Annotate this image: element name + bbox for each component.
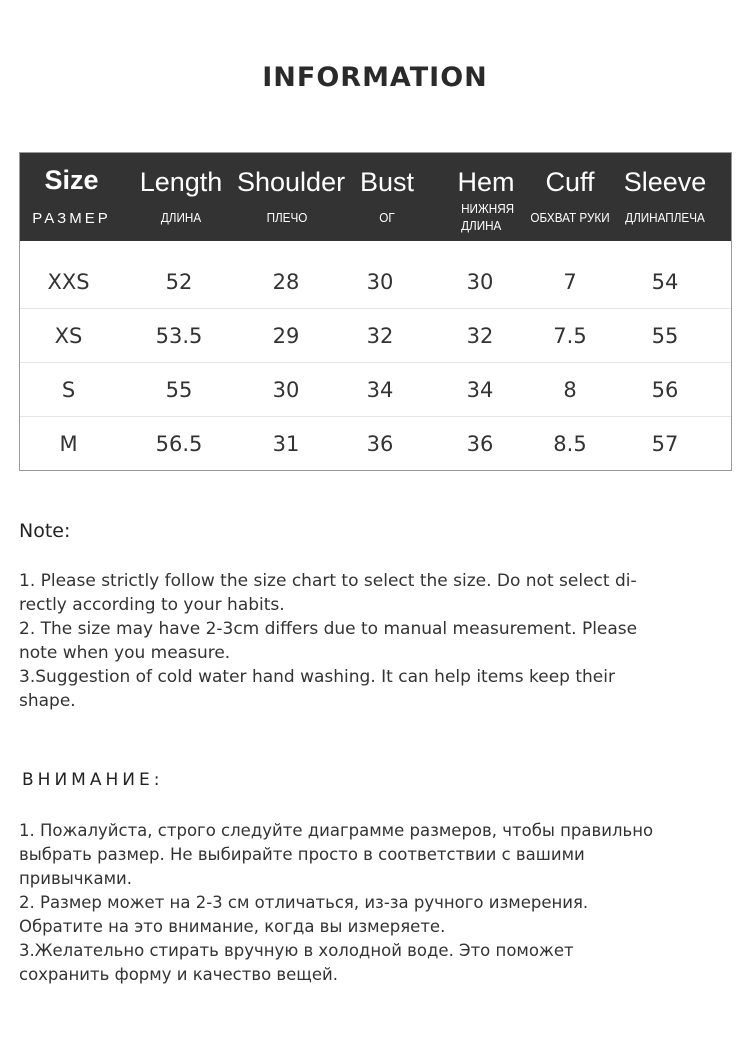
table-header xyxy=(20,153,731,241)
column-header-size xyxy=(20,153,123,241)
table-row xyxy=(20,363,731,417)
note-ru-line: 3.Желательно стирать вручную в холодной воде. Это поможет xyxy=(19,941,574,960)
table-cell: XS xyxy=(54,324,83,348)
note-ru-line: привычками. xyxy=(19,869,132,888)
note-line: 2. The size may have 2-3cm differs due to manual measurement. Please xyxy=(19,619,638,639)
column-header-en: Shoulder xyxy=(237,167,346,197)
note-line: 1. Please strictly follow the size chart to select the size. Do not select di- xyxy=(19,571,637,591)
table-cell: M xyxy=(59,432,78,456)
column-header-ru: РАЗМЕР xyxy=(32,210,111,227)
table-cell: 28 xyxy=(272,270,300,294)
table-cell: 7.5 xyxy=(553,324,587,348)
column-header-ru: ДЛИНАПЛЕЧА xyxy=(625,210,705,225)
page-title: INFORMATION xyxy=(262,62,488,93)
table-cell: 32 xyxy=(366,324,394,348)
column-header-ru: НИЖНЯЯ ДЛИНА xyxy=(461,201,515,233)
table-cell: XXS xyxy=(47,270,90,294)
column-header-en: Bust xyxy=(359,167,415,197)
table-cell: 31 xyxy=(272,432,300,456)
table-row xyxy=(20,417,731,471)
table-cell: 57 xyxy=(651,432,679,456)
column-header-ru: ОГ xyxy=(379,210,395,225)
column-header-shoulder xyxy=(237,153,346,241)
column-header-bust xyxy=(341,153,433,241)
table-cell: 53.5 xyxy=(155,324,203,348)
table-cell: 30 xyxy=(366,270,394,294)
note-line: 3.Suggestion of cold water hand washing. It can help items keep their xyxy=(19,667,615,687)
column-header-en: Length xyxy=(139,167,223,197)
note-line: rectly according to your habits. xyxy=(19,595,285,615)
table-cell: 55 xyxy=(651,324,679,348)
column-header-sleeve xyxy=(618,153,712,241)
table-cell: 34 xyxy=(466,378,494,402)
note-line: note when you measure. xyxy=(19,643,231,663)
table-row xyxy=(20,309,731,363)
note-ru-line: выбрать размер. Не выбирайте просто в соответствии с вашими xyxy=(19,845,585,864)
table-cell: 8 xyxy=(563,378,577,402)
note-ru-line: 2. Размер может на 2-3 см отличаться, из-за ручного измерения. xyxy=(19,893,589,912)
column-header-ru: ПЛЕЧО xyxy=(266,210,308,225)
table-cell: 52 xyxy=(165,270,193,294)
column-header-en: Hem xyxy=(457,167,515,197)
table-cell: 32 xyxy=(466,324,494,348)
table-cell: 36 xyxy=(366,432,394,456)
table-cell: 36 xyxy=(466,432,494,456)
table-cell: 34 xyxy=(366,378,394,402)
table-cell: 7 xyxy=(563,270,577,294)
table-row xyxy=(20,255,731,309)
table-cell: 55 xyxy=(165,378,193,402)
note-ru-line: Обратите на это внимание, когда вы измеряете. xyxy=(19,917,446,936)
column-header-hem xyxy=(440,153,532,241)
column-header-en: Size xyxy=(44,165,99,195)
column-header-en: Sleeve xyxy=(623,167,707,197)
table-cell: 56.5 xyxy=(155,432,203,456)
note-ru-line: 1. Пожалуйста, строго следуйте диаграмме размеров, чтобы правильно xyxy=(19,821,654,840)
size-chart-table xyxy=(19,152,732,471)
note-ru-line: сохранить форму и качество вещей. xyxy=(19,965,338,984)
column-header-length xyxy=(131,153,231,241)
note-ru-title: ВНИМАНИЕ: xyxy=(22,770,164,790)
table-cell: 30 xyxy=(466,270,494,294)
column-header-en: Cuff xyxy=(545,167,595,197)
note-line: shape. xyxy=(19,691,76,711)
note-title: Note: xyxy=(19,520,71,542)
column-header-ru: ОБХВАТ РУКИ xyxy=(530,210,610,225)
table-cell: 29 xyxy=(272,324,300,348)
table-cell: 54 xyxy=(651,270,679,294)
table-cell: 8.5 xyxy=(553,432,587,456)
table-cell: S xyxy=(61,378,76,402)
table-cell: 56 xyxy=(651,378,679,402)
column-header-cuff xyxy=(526,153,614,241)
table-cell: 30 xyxy=(272,378,300,402)
column-header-ru: ДЛИНА xyxy=(160,210,202,225)
